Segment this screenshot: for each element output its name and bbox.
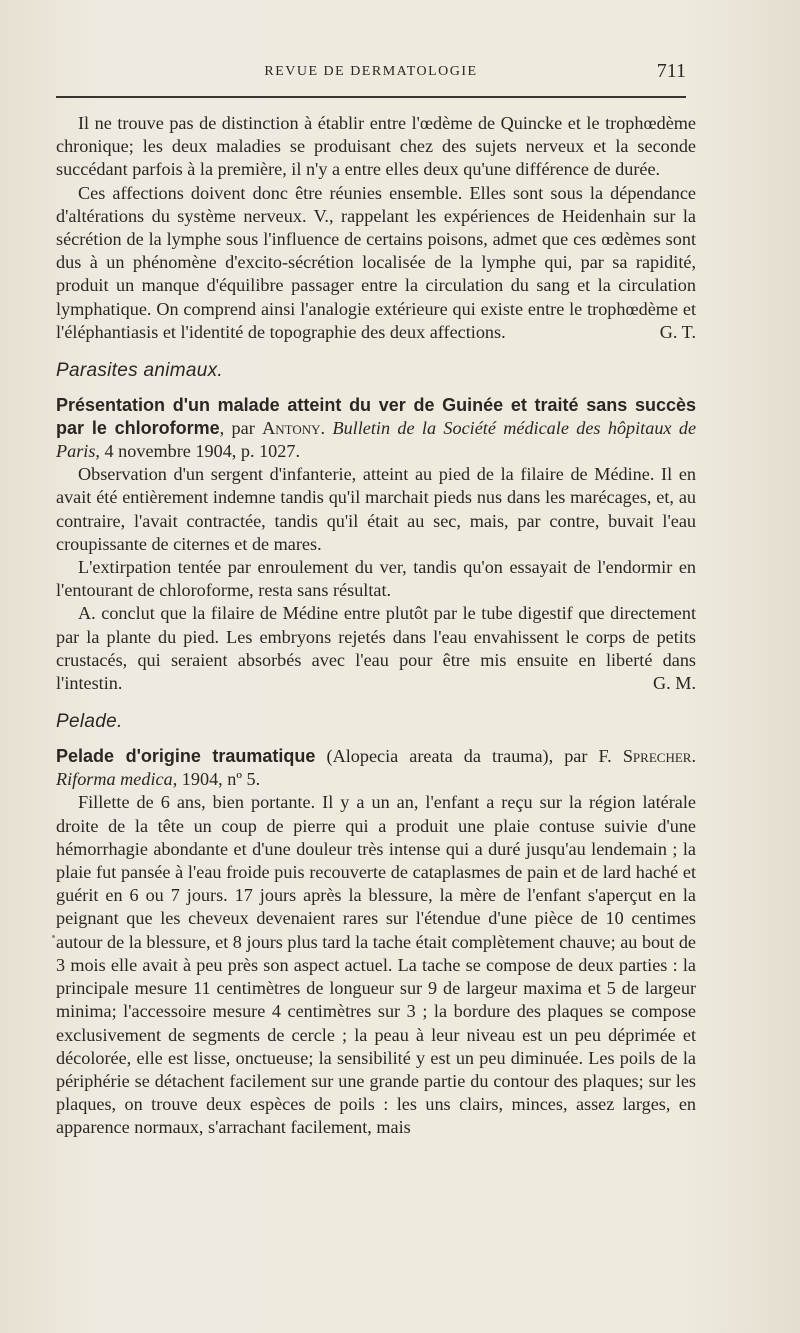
paragraph-text: Observation d'un sergent d'infanterie, atteint au pied de la filaire de Médine. Il en avait été entièrement indemne tandis qu'il marchait pieds nus dans les marécages, et, au contraire, l'avait contractée, tandis qu'il était au sec, mais, par contre, buvait l'eau croupissante de citernes et de mares.	[56, 464, 696, 554]
paragraph	[56, 463, 696, 556]
by-text: , par	[219, 418, 263, 439]
paragraph-text: A. conclut que la filaire de Médine entre plutôt par le tube digestif que directement par la plante du pied. Les embryons rejetés dans l'eau envahissent le corps de petits crustacés, qui seraient absorbés avec l'eau pour être mis ensuite en liberté dans l'intestin.	[56, 603, 696, 694]
paragraph	[56, 182, 696, 344]
page-body	[56, 112, 696, 1140]
paragraph	[56, 556, 696, 602]
journal: Riforma medica	[56, 769, 173, 790]
paragraph-text: Ces affections doivent donc être réunies ensemble. Elles sont sous la dépendance d'altérations du système nerveux. V., rappelant les expériences de Heidenhain sur la sécrétion de la lymphe sous l'influence de certains poisons, admet que ces œdèmes sont dus à un phénomène d'excito-sécrétion localisée de la lymphe qui, par sa rapidité, produit un manque d'équilibre passager entre la circulation du sang et la circulation lymphatique. On comprend ainsi l'analogie extérieure qui existe entre le trophœdème et l'éléphantiasis et l'identité de topographie des deux affections.	[56, 182, 696, 342]
author: Sprecher	[622, 746, 692, 767]
article-title: Présentation d'un malade atteint du ver de Guinée et traité sans succès par le chloroforme	[56, 395, 696, 439]
citation: , 1904, nº 5.	[172, 769, 261, 790]
subtitle: (Alopecia areata da trauma), par F.	[315, 746, 623, 767]
article-heading	[56, 394, 696, 463]
paragraph-text: Fillette de 6 ans, bien portante. Il y a un an, l'enfant a reçu sur la région latérale droite de la tête un coup de pierre qui a produit une plaie contuse suivie d'une hémorrhagie abondante et d'une douleur très intense qui a duré jusqu'au lendemain ; la plaie fut pansée à l'eau froide puis recouverte de cataplasmes de pain et de lard haché et guérit en 6 ou 7 jours. 17 jours après la blessure, la mère de l'enfant s'aperçut en la peignant que les cheveux devenaient rares sur l'étendue d'une pièce de 10 centimes autour de la blessure, et 8 jours plus tard la tache était complètement chauve; au bout de 3 mois elle avait à peu près son aspect actuel. La tache se compose de deux parties : la principale mesure 11 centimètres de longueur sur 9 de largeur maxima et 5 de largeur minima; l'accessoire mesure 4 centimètres sur 3 ; la bordure des plaques se compose exclusivement de segments de cercle ; la peau à leur niveau est un peu déprimée et décolorée, elle est lisse, onctueuse; la sensibilité y est un peu diminuée. Les poils de la périphérie se détachent facilement sur une grande partie du contour des plaques; sur les plaques, on trouve deux espèces de poils : les uns clairs, minces, assez larges, en apparence normaux, s'arrachant facilement, mais	[56, 792, 696, 1138]
paragraph-text: Il ne trouve pas de distinction à établir entre l'œdème de Quincke et le trophœdème chronique; les deux maladies se produisant chez des sujets nerveux et la seconde succédant parfois à la première, il n'y a entre elles deux qu'une différence de durée.	[56, 113, 696, 180]
running-head: REVUE DE DERMATOLOGIE	[264, 64, 478, 79]
citation: , 4 novembre 1904, p. 1027.	[95, 441, 301, 462]
paragraph	[56, 791, 696, 1139]
separator: .	[320, 418, 333, 439]
page-number: 711	[656, 60, 686, 82]
paragraph	[56, 112, 696, 182]
section-title-pelade: Pelade.	[56, 711, 123, 733]
ink-speck-icon	[52, 935, 55, 938]
article-title: Pelade d'origine traumatique	[56, 746, 316, 767]
signature: G. M.	[653, 673, 696, 694]
journal: Bulletin de la Société médicale des hôpitaux de Paris	[56, 418, 697, 462]
section-title-parasites: Parasites animaux.	[56, 360, 223, 382]
separator: .	[691, 746, 696, 767]
header-rule	[56, 96, 686, 98]
article-heading	[56, 745, 696, 791]
signature: G. T.	[659, 321, 696, 342]
paragraph-text: L'extirpation tentée par enroulement du ver, tandis qu'on essayait de l'endormir en l'entourant de chloroforme, resta sans résultat.	[56, 557, 696, 601]
paragraph	[56, 602, 696, 695]
author: Antony	[262, 418, 321, 439]
page-header	[56, 60, 686, 90]
